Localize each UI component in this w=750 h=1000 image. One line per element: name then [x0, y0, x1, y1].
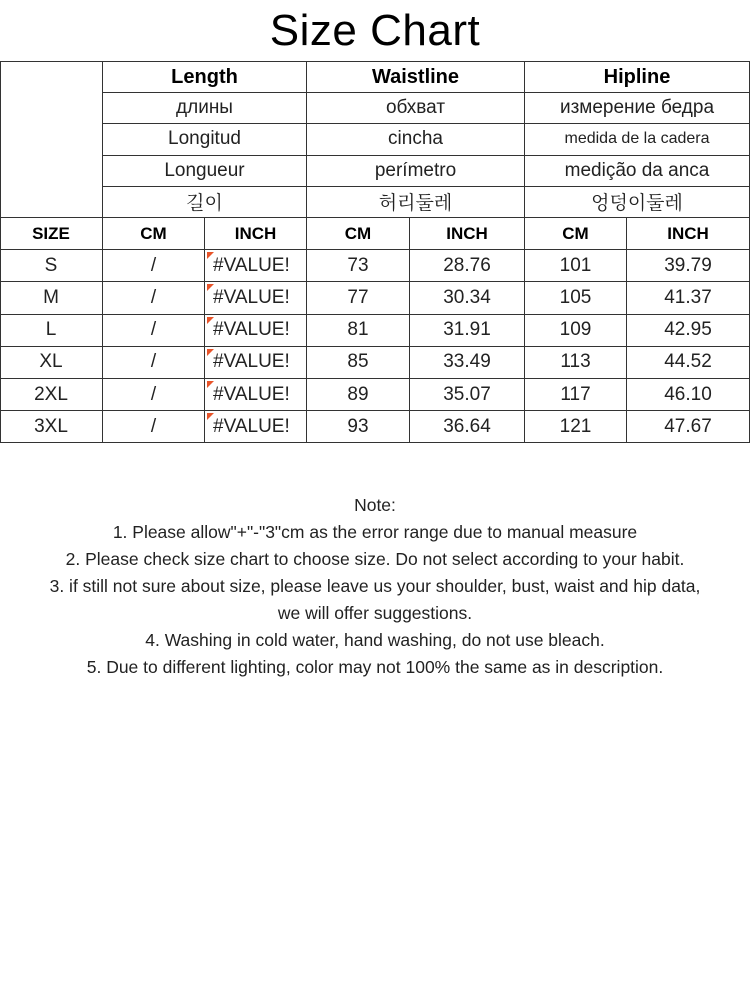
- cell-length-inch-row-4: [205, 379, 307, 411]
- note-line-2: 2. Please check size chart to choose size. Do not select according to your habit.: [65, 549, 685, 569]
- waist-label-3: perímetro: [307, 156, 525, 187]
- cell-size-row-2: L: [0, 315, 103, 347]
- cell-waist-cm-row-3: 85: [307, 347, 410, 379]
- cell-waist-inch-row-5: 36.64: [410, 411, 525, 443]
- cell-waist-inch-row-1: 30.34: [410, 282, 525, 314]
- cell-size-row-5: 3XL: [0, 411, 103, 443]
- note-line-3: 3. if still not sure about size, please leave us your shoulder, bust, waist and hip data,: [49, 576, 701, 596]
- notes-heading: Note:: [354, 495, 396, 515]
- waist-label-2: cincha: [307, 124, 525, 155]
- comment-flag-icon: [207, 252, 214, 259]
- comment-flag-icon: [207, 381, 214, 388]
- cell-length-cm-row-4: /: [103, 379, 205, 411]
- cell-hip-cm-row-5: 121: [525, 411, 627, 443]
- cell-hip-cm-row-4: 117: [525, 379, 627, 411]
- comment-flag-icon: [207, 349, 214, 356]
- note-line-4: 4. Washing in cold water, hand washing, do not use bleach.: [145, 630, 605, 650]
- column-header-4: INCH: [410, 218, 525, 250]
- hip-label-3: medição da anca: [525, 156, 750, 187]
- cell-length-cm-row-1: /: [103, 282, 205, 314]
- error-value: #VALUE!: [213, 319, 290, 341]
- cell-hip-inch-row-2: 42.95: [627, 315, 750, 347]
- error-value: #VALUE!: [213, 415, 290, 437]
- cell-waist-inch-row-0: 28.76: [410, 250, 525, 282]
- cell-hip-cm-row-1: 105: [525, 282, 627, 314]
- note-line-5: 5. Due to different lighting, color may not 100% the same as in description.: [86, 657, 664, 677]
- cell-hip-cm-row-0: 101: [525, 250, 627, 282]
- cell-waist-inch-row-3: 33.49: [410, 347, 525, 379]
- cell-length-cm-row-0: /: [103, 250, 205, 282]
- hip-label-4: 엉덩이둘레: [525, 187, 750, 218]
- cell-hip-inch-row-4: 46.10: [627, 379, 750, 411]
- length-label-2: Longitud: [103, 124, 307, 155]
- column-header-6: INCH: [627, 218, 750, 250]
- cell-hip-inch-row-5: 47.67: [627, 411, 750, 443]
- cell-waist-inch-row-4: 35.07: [410, 379, 525, 411]
- cell-hip-inch-row-3: 44.52: [627, 347, 750, 379]
- comment-flag-icon: [207, 284, 214, 291]
- note-line-1: 1. Please allow"+"-"3"cm as the error range due to manual measure: [112, 522, 638, 542]
- waist-label-0: Waistline: [307, 62, 525, 93]
- cell-hip-cm-row-2: 109: [525, 315, 627, 347]
- cell-size-row-4: 2XL: [0, 379, 103, 411]
- cell-length-cm-row-2: /: [103, 315, 205, 347]
- page-title: Size Chart: [0, 0, 750, 62]
- cell-waist-cm-row-2: 81: [307, 315, 410, 347]
- note-line-3-cont: we will offer suggestions.: [277, 603, 473, 623]
- corner-empty-cell: [0, 62, 103, 218]
- error-value: #VALUE!: [213, 286, 290, 308]
- column-header-1: CM: [103, 218, 205, 250]
- waist-label-1: обхват: [307, 93, 525, 124]
- cell-size-row-0: S: [0, 250, 103, 282]
- cell-waist-inch-row-2: 31.91: [410, 315, 525, 347]
- cell-length-cm-row-5: /: [103, 411, 205, 443]
- column-header-5: CM: [525, 218, 627, 250]
- notes-section: [0, 492, 750, 681]
- error-value: #VALUE!: [213, 351, 290, 373]
- column-header-3: CM: [307, 218, 410, 250]
- length-label-0: Length: [103, 62, 307, 93]
- waist-label-4: 허리둘레: [307, 187, 525, 218]
- cell-hip-inch-row-0: 39.79: [627, 250, 750, 282]
- column-header-2: INCH: [205, 218, 307, 250]
- cell-length-inch-row-0: [205, 250, 307, 282]
- table-left-border: [0, 62, 1, 443]
- hip-label-1: измерение бедра: [525, 93, 750, 124]
- length-label-1: длины: [103, 93, 307, 124]
- comment-flag-icon: [207, 317, 214, 324]
- cell-waist-cm-row-4: 89: [307, 379, 410, 411]
- error-value: #VALUE!: [213, 254, 290, 276]
- column-header-0: SIZE: [0, 218, 103, 250]
- comment-flag-icon: [207, 413, 214, 420]
- cell-waist-cm-row-0: 73: [307, 250, 410, 282]
- cell-length-inch-row-5: [205, 411, 307, 443]
- hip-label-2: medida de la cadera: [525, 124, 750, 155]
- cell-hip-cm-row-3: 113: [525, 347, 627, 379]
- cell-waist-cm-row-5: 93: [307, 411, 410, 443]
- cell-length-cm-row-3: /: [103, 347, 205, 379]
- cell-size-row-1: M: [0, 282, 103, 314]
- hip-label-0: Hipline: [525, 62, 750, 93]
- length-label-4: 길이: [103, 187, 307, 218]
- cell-length-inch-row-3: [205, 347, 307, 379]
- cell-size-row-3: XL: [0, 347, 103, 379]
- cell-length-inch-row-2: [205, 315, 307, 347]
- length-label-3: Longueur: [103, 156, 307, 187]
- cell-waist-cm-row-1: 77: [307, 282, 410, 314]
- cell-hip-inch-row-1: 41.37: [627, 282, 750, 314]
- error-value: #VALUE!: [213, 383, 290, 405]
- cell-length-inch-row-1: [205, 282, 307, 314]
